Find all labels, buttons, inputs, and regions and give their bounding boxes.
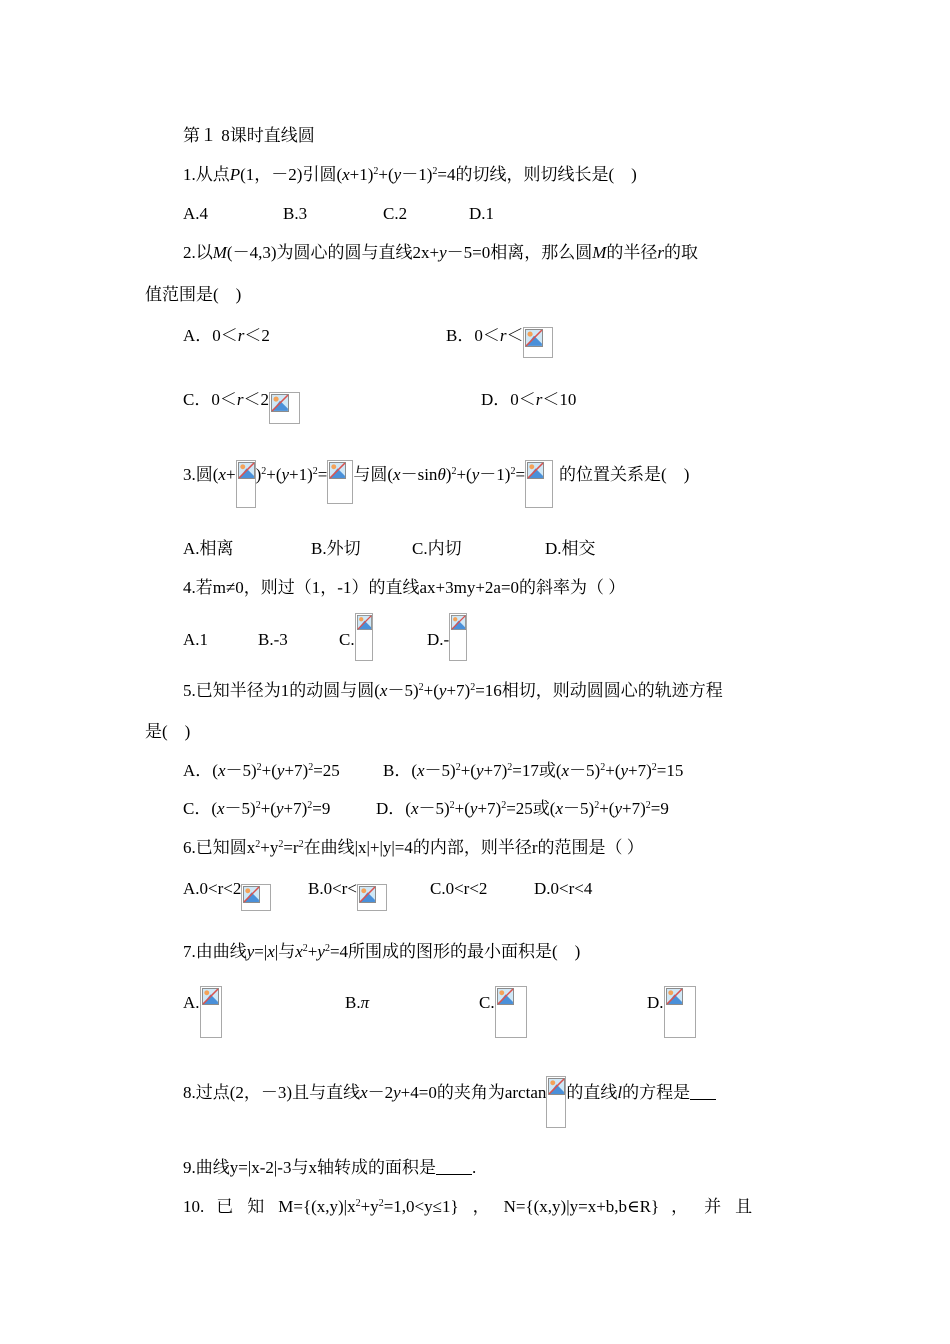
broken-image-icon — [495, 986, 527, 1038]
question-3-option-d: D.相交 — [545, 539, 596, 558]
question-5-stem: 5.已知半径为1的动圆与圆$(x-5)^2+(y+7)^2=16$相切，则动圆圆心的轨迹方程 — [183, 681, 723, 700]
broken-image-icon — [327, 460, 353, 504]
question-7-option-c: C. — [479, 992, 527, 1038]
broken-image-icon — [355, 613, 373, 661]
question-6-option-d: D.0<r<4 — [534, 879, 593, 898]
question-1-option-a: A.4 — [183, 204, 209, 223]
question-3-option-b: B.外切 — [311, 539, 361, 558]
question-5-option-b: B．$(x-5)^2+(y+7)^2=17$或$(x-5)^2+(y+7)^2=15$ — [383, 761, 684, 780]
broken-image-icon — [357, 884, 387, 911]
question-6-option-a: A.0<r<2 — [183, 878, 271, 911]
question-8-stem: 8.过点(2，－3)且与直线x－2y+4=0的夹角为arctan 的直线l的方程是 — [183, 1082, 716, 1128]
broken-image-icon — [523, 327, 553, 358]
question-9-stem: 9.曲线y=|x-2|-3与x轴转成的面积是 . — [183, 1158, 477, 1177]
question-5-stem-cont: 是( ) — [145, 722, 191, 741]
broken-image-icon — [546, 1076, 566, 1128]
broken-image-icon — [664, 986, 696, 1038]
question-6-option-b: B.0<r< — [308, 878, 387, 911]
question-4-option-b: B.-3 — [258, 630, 288, 649]
question-5-option-d: D．$(x-5)^2+(y+7)^2=25$或$(x-5)^2+(y+7)^2=9$ — [376, 799, 669, 818]
question-6-option-c: C.0<r<2 — [430, 879, 488, 898]
page-title: 第１ 8课时直线圆 — [183, 126, 315, 145]
broken-image-icon — [236, 460, 256, 508]
question-1-stem: 1.从点P(1，－2)引圆$(x+1)^2+(y-1)^2=4$的切线，则切线长是( ) — [183, 165, 637, 184]
broken-image-icon — [241, 884, 271, 911]
broken-image-icon — [200, 986, 222, 1038]
question-2-stem: 2.以M(－4,3)为圆心的圆与直线2x+y－5=0相离，那么圆M的半径r的取 — [183, 243, 699, 262]
question-7-stem: 7.由曲线y=|x|与$x^2+y^2=4$所围成的图形的最小面积是( ) — [183, 942, 581, 961]
question-7-option-a: A. — [183, 992, 222, 1038]
question-1-option-c: C.2 — [383, 204, 408, 223]
question-7-option-d: D. — [647, 992, 696, 1038]
question-4-option-a: A.1 — [183, 630, 209, 649]
broken-image-icon — [269, 392, 300, 424]
question-2-option-c: C．0＜r＜2 — [183, 389, 300, 424]
question-3-option-c: C.内切 — [412, 539, 462, 558]
question-6-stem: 6.已知圆$x^2+y^2=r^2$在曲线|x|+|y|=4的内部，则半径r的范围是（ ） — [183, 838, 644, 857]
answer-blank — [690, 1083, 716, 1100]
question-5-option-c: C．$(x-5)^2+(y+7)^2=9$ — [183, 799, 331, 818]
question-1-option-d: D.1 — [469, 204, 495, 223]
question-4-stem: 4.若m≠0，则过（1，-1）的直线ax+3my+2a=0的斜率为（ ） — [183, 578, 626, 597]
question-1-option-b: B.3 — [283, 204, 308, 223]
broken-image-icon — [449, 613, 467, 661]
question-4-option-d: D.- — [427, 629, 467, 661]
question-3-option-a: A.相离 — [183, 539, 234, 558]
question-10-stem: 10. 已 知 $M=\{(x,y)|x^2+y^2=1,0<y\le 1\}$ ， N={(x,y)|y=x+b,b∈R} ， 并 且 — [183, 1197, 753, 1216]
question-4-option-c: C. — [339, 629, 373, 661]
question-2-option-a: A．0＜r＜2 — [183, 326, 270, 345]
question-5-option-a: A．$(x-5)^2+(y+7)^2=25$ — [183, 761, 340, 780]
answer-blank — [436, 1158, 472, 1175]
question-2-option-b: B．0＜r＜ — [446, 325, 553, 358]
question-3-stem: 3.圆(x+ )$^2+(y+1)^2=$ 与圆$(x-\sin\theta)^2+(y-1)^2=$ 的位置关系是( ) — [183, 464, 689, 508]
broken-image-icon — [525, 460, 553, 508]
question-2-option-d: D．0＜r＜10 — [481, 390, 577, 409]
question-2-stem-cont: 值范围是( ) — [145, 285, 242, 304]
question-7-option-b: B.π — [345, 993, 370, 1012]
